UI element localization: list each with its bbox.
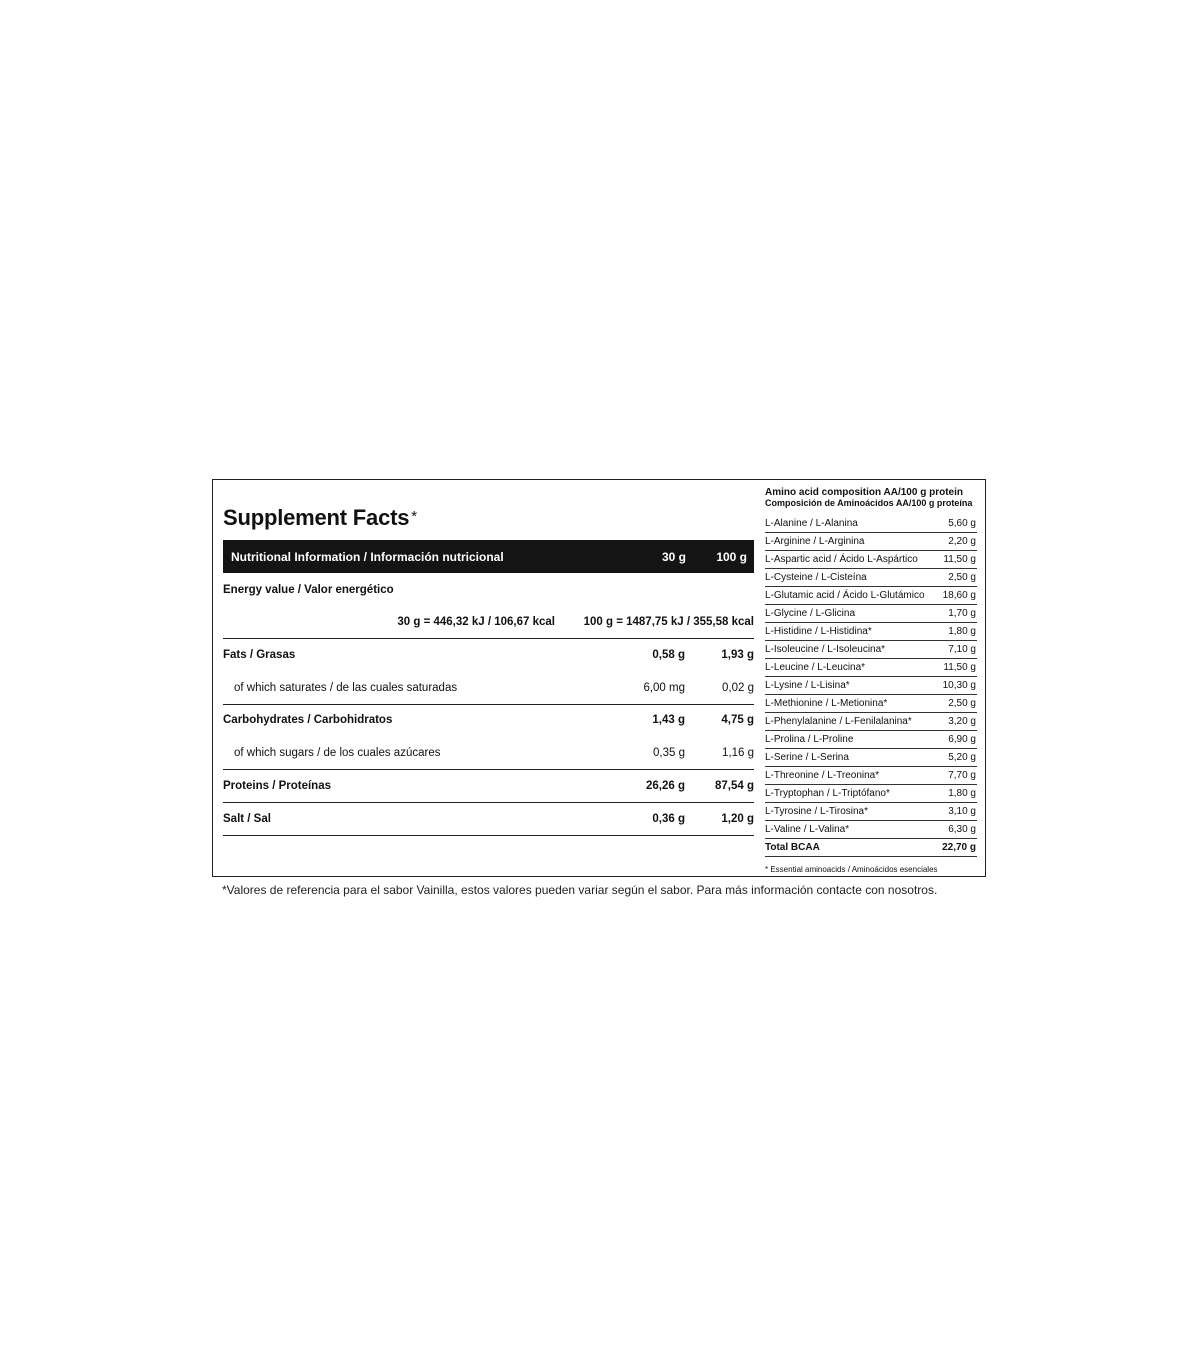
row-value-100g: 0,02 g <box>722 682 754 694</box>
row-value-100g: 4,75 g <box>721 714 754 726</box>
row-label: Proteins / Proteínas <box>223 780 332 792</box>
row-value-30g: 0,35 g <box>653 747 685 759</box>
amino-title-es: Composición de Aminoácidos AA/100 g proteína <box>765 498 973 508</box>
amino-title-en: Amino acid composition AA/100 g protein <box>765 487 963 498</box>
nutrition-header-col-100g: 100 g <box>716 550 747 564</box>
amino-name: L-Isoleucine / L-Isoleucina* <box>765 644 886 655</box>
amino-row <box>765 695 977 713</box>
amino-value: 7,70 g <box>948 770 976 781</box>
nutrition-row-sugars <box>223 737 754 770</box>
amino-name: L-Tryptophan / L-Triptófano* <box>765 788 890 799</box>
amino-name: L-Leucine / L-Leucina* <box>765 662 866 673</box>
nutrition-header-label: Nutritional Information / Información nutricional <box>231 550 504 564</box>
amino-name: L-Aspartic acid / Ácido L-Aspártico <box>765 554 918 565</box>
amino-row <box>765 785 977 803</box>
amino-row <box>765 623 977 641</box>
amino-name: L-Cysteine / L-Cisteína <box>765 572 867 583</box>
energy-label: Energy value / Valor energético <box>223 584 394 596</box>
amino-row <box>765 767 977 785</box>
amino-value: 11,50 g <box>943 554 976 565</box>
amino-value: 7,10 g <box>948 644 976 655</box>
amino-row <box>765 533 977 551</box>
amino-total-row <box>765 839 977 857</box>
amino-value: 5,60 g <box>948 518 976 529</box>
amino-value: 2,50 g <box>948 698 976 709</box>
nutrition-header-col-30g: 30 g <box>661 550 686 564</box>
nutrition-header <box>223 540 754 573</box>
row-label: Salt / Sal <box>223 813 271 825</box>
row-value-30g: 0,58 g <box>652 649 685 661</box>
amino-row <box>765 641 977 659</box>
amino-row <box>765 677 977 695</box>
amino-value: 1,80 g <box>948 788 976 799</box>
row-value-100g: 1,93 g <box>721 649 754 661</box>
amino-acid-heading <box>765 487 977 509</box>
energy-value-100g: 100 g = 1487,75 kJ / 355,58 kcal <box>583 616 754 628</box>
title-asterisk: * <box>411 508 417 525</box>
amino-value: 2,20 g <box>948 536 976 547</box>
amino-row <box>765 803 977 821</box>
amino-value: 5,20 g <box>948 752 976 763</box>
amino-value: 1,70 g <box>948 608 976 619</box>
row-value-30g: 1,43 g <box>652 714 685 726</box>
amino-row <box>765 713 977 731</box>
amino-row <box>765 569 977 587</box>
amino-name: L-Histidine / L-Histidina* <box>765 626 872 637</box>
amino-value: 2,50 g <box>948 572 976 583</box>
row-value-30g: 0,36 g <box>652 813 685 825</box>
amino-name: L-Phenylalanine / L-Fenilalanina* <box>765 716 912 727</box>
amino-row <box>765 731 977 749</box>
amino-value: 10,30 g <box>942 680 976 691</box>
row-value-100g: 1,16 g <box>722 747 754 759</box>
row-value-100g: 87,54 g <box>715 780 754 792</box>
title-text: Supplement Facts <box>223 505 410 530</box>
amino-value: 3,10 g <box>948 806 976 817</box>
page-title <box>223 505 417 531</box>
amino-row <box>765 605 977 623</box>
amino-name: L-Tyrosine / L-Tirosina* <box>765 806 868 817</box>
amino-name: L-Alanine / L-Alanina <box>765 518 858 529</box>
amino-row <box>765 749 977 767</box>
amino-footnote: * Essential aminoacids / Aminoácidos esenciales <box>765 865 938 874</box>
row-value-30g: 26,26 g <box>646 780 685 792</box>
energy-row <box>223 574 754 606</box>
row-label: Fats / Grasas <box>223 649 296 661</box>
amino-value: 6,90 g <box>948 734 976 745</box>
amino-value: 11,50 g <box>943 662 976 673</box>
amino-name: L-Serine / L-Serina <box>765 752 849 763</box>
amino-value: 3,20 g <box>948 716 976 727</box>
amino-acid-table <box>765 515 977 857</box>
amino-total-name: Total BCAA <box>765 842 820 853</box>
reference-footnote: *Valores de referencia para el sabor Vainilla, estos valores pueden variar según el sabor. Para más información contacte con nosotros. <box>222 883 938 897</box>
nutrition-row-fats <box>223 639 754 671</box>
row-label: of which sugars / de los cuales azúcares <box>234 747 441 759</box>
row-value-100g: 1,20 g <box>721 813 754 825</box>
amino-name: L-Methionine / L-Metionina* <box>765 698 888 709</box>
amino-name: L-Glycine / L-Glicina <box>765 608 856 619</box>
amino-name: L-Valine / L-Valina* <box>765 824 850 835</box>
amino-row <box>765 821 977 839</box>
nutrition-row-salt <box>223 803 754 836</box>
amino-value: 6,30 g <box>948 824 976 835</box>
energy-values-row <box>223 606 754 639</box>
amino-name: L-Glutamic acid / Ácido L-Glutámico <box>765 590 925 601</box>
amino-name: L-Threonine / L-Treonina* <box>765 770 880 781</box>
amino-value: 1,80 g <box>948 626 976 637</box>
amino-row <box>765 659 977 677</box>
row-label: of which saturates / de las cuales saturadas <box>234 682 458 694</box>
amino-value: 18,60 g <box>942 590 976 601</box>
nutrition-row-carbohydrates <box>223 704 754 736</box>
row-value-30g: 6,00 mg <box>643 682 685 694</box>
amino-name: L-Prolina / L-Proline <box>765 734 854 745</box>
row-label: Carbohydrates / Carbohidratos <box>223 714 393 726</box>
nutrition-row-saturates <box>223 672 754 705</box>
amino-name: L-Lysine / L-Lisina* <box>765 680 850 691</box>
amino-name: L-Arginine / L-Arginina <box>765 536 865 547</box>
nutrition-row-proteins <box>223 770 754 803</box>
energy-value-30g: 30 g = 446,32 kJ / 106,67 kcal <box>397 616 555 628</box>
amino-total-value: 22,70 g <box>942 842 976 853</box>
amino-row <box>765 515 977 533</box>
amino-row <box>765 587 977 605</box>
amino-row <box>765 551 977 569</box>
